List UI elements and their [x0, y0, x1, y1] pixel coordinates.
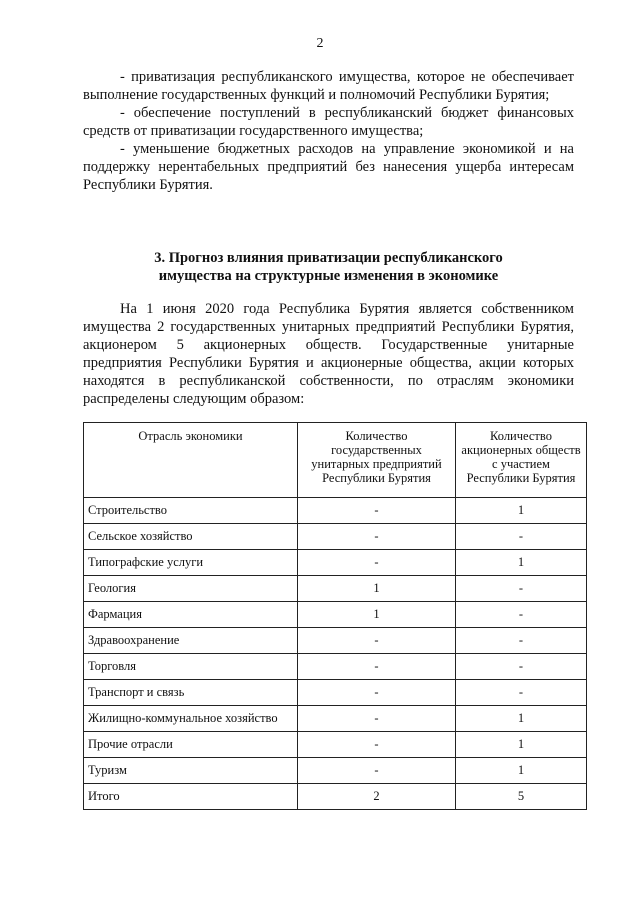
table-row: [84, 680, 587, 706]
jsc-count-cell: -: [456, 680, 587, 706]
unitary-count-cell: -: [298, 550, 456, 576]
table-header-row: [84, 423, 587, 498]
jsc-count-cell: 1: [456, 550, 587, 576]
page-number: 2: [316, 36, 324, 51]
section-title-line-1: 3. Прогноз влияния приватизации республиканского: [154, 250, 503, 266]
list-item: - уменьшение бюджетных расходов на управление экономикой и на поддержку нерентабельных предприятий без нанесения ущерба интересам Республики Бурятия.: [83, 141, 574, 193]
total-unitary-cell: 2: [298, 784, 456, 810]
section-title: [83, 249, 574, 285]
table-row: [84, 498, 587, 524]
industry-cell: Транспорт и связь: [84, 680, 298, 706]
industry-cell: Прочие отрасли: [84, 732, 298, 758]
unitary-count-cell: 1: [298, 602, 456, 628]
industry-cell: Туризм: [84, 758, 298, 784]
industry-cell: Геология: [84, 576, 298, 602]
table-row: [84, 732, 587, 758]
industry-cell: Строительство: [84, 498, 298, 524]
unitary-count-cell: -: [298, 498, 456, 524]
section-title-line-2: имущества на структурные изменения в экономике: [158, 268, 499, 284]
jsc-count-cell: -: [456, 576, 587, 602]
table-row: [84, 576, 587, 602]
jsc-count-cell: 1: [456, 732, 587, 758]
header-industry: Отрасль экономики: [84, 423, 298, 498]
jsc-count-cell: 1: [456, 706, 587, 732]
industry-cell: Жилищно-коммунальное хозяйство: [84, 706, 298, 732]
table-row: [84, 550, 587, 576]
industry-cell: Фармация: [84, 602, 298, 628]
unitary-count-cell: -: [298, 758, 456, 784]
unitary-count-cell: -: [298, 706, 456, 732]
unitary-count-cell: -: [298, 628, 456, 654]
industry-table: [83, 422, 587, 810]
jsc-count-cell: 1: [456, 758, 587, 784]
unitary-count-cell: -: [298, 654, 456, 680]
table-row: [84, 758, 587, 784]
jsc-count-cell: -: [456, 654, 587, 680]
list-item: - обеспечение поступлений в республиканский бюджет финансовых средств от приватизации государственного имущества;: [83, 105, 574, 139]
unitary-count-cell: -: [298, 524, 456, 550]
goals-list: [83, 68, 574, 194]
list-item: - приватизация республиканского имущества, которое не обеспечивает выполнение государственных функций и полномочий Республики Бурятия;: [83, 69, 574, 103]
unitary-count-cell: -: [298, 732, 456, 758]
table-row: [84, 706, 587, 732]
table-row: [84, 602, 587, 628]
table-row: [84, 654, 587, 680]
jsc-count-cell: -: [456, 602, 587, 628]
table-row: [84, 628, 587, 654]
industry-cell: Торговля: [84, 654, 298, 680]
industry-cell: Здравоохранение: [84, 628, 298, 654]
header-unitary-enterprises: Количество государственных унитарных предприятий Республики Бурятия: [298, 423, 456, 498]
table-row: [84, 524, 587, 550]
industry-cell: Типографские услуги: [84, 550, 298, 576]
total-jsc-cell: 5: [456, 784, 587, 810]
total-label-cell: Итого: [84, 784, 298, 810]
table-total-row: [84, 784, 587, 810]
unitary-count-cell: 1: [298, 576, 456, 602]
jsc-count-cell: -: [456, 628, 587, 654]
header-joint-stock-companies: Количество акционерных обществ с участием Республики Бурятия: [456, 423, 587, 498]
jsc-count-cell: 1: [456, 498, 587, 524]
jsc-count-cell: -: [456, 524, 587, 550]
unitary-count-cell: -: [298, 680, 456, 706]
intro-paragraph: На 1 июня 2020 года Республика Бурятия является собственником имущества 2 государственных унитарных предприятий Республики Бурятия, акционером 5 акционерных обществ. Государственные унитарные предприятия Республики Бурятия и акционерные общества, акции которых находятся в республиканской собственности, по отраслям экономики распределены следующим образом:: [83, 301, 574, 407]
industry-cell: Сельское хозяйство: [84, 524, 298, 550]
